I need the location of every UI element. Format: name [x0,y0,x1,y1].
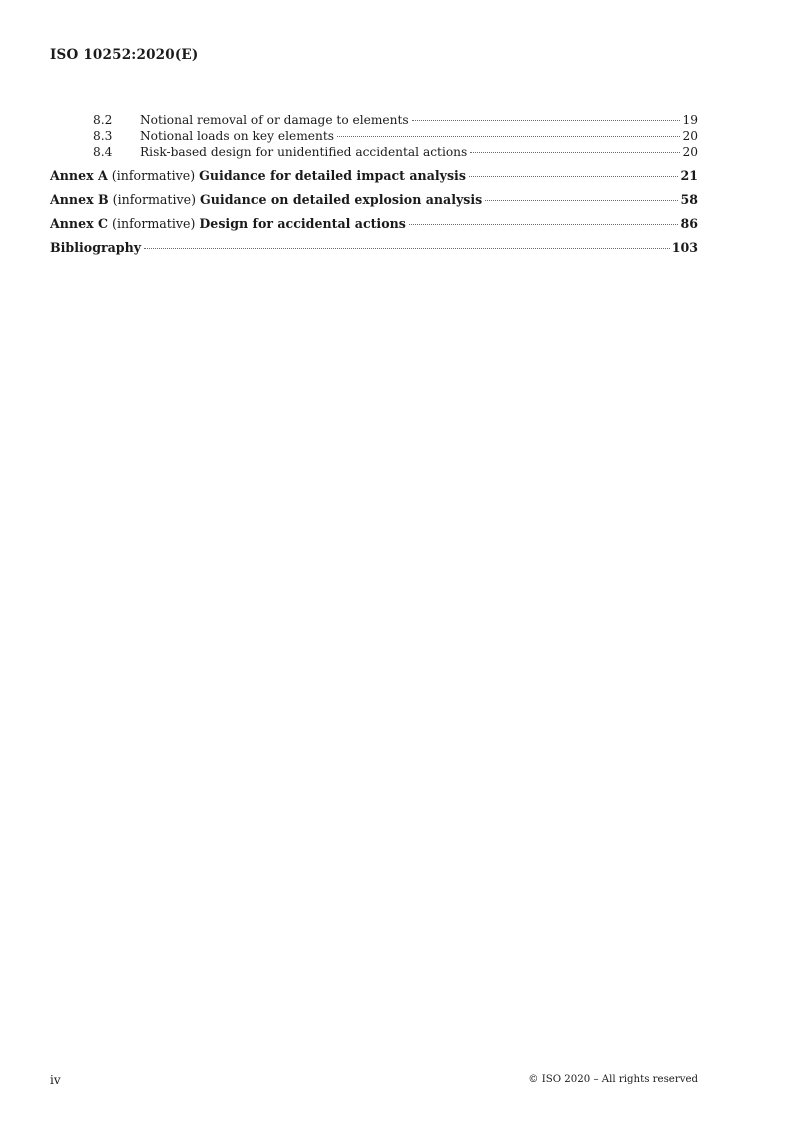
dot-leader [412,120,681,121]
annex-label: Annex B [50,192,109,207]
toc-entry-8-4[interactable] [50,144,698,160]
dot-leader [469,176,679,177]
dot-leader [470,152,680,153]
annex-qualifier: (informative) [112,216,196,231]
annex-label: Annex A [50,168,108,183]
toc-entry-page: 86 [680,216,698,231]
toc-entry-page: 20 [682,129,698,143]
dot-leader [485,200,678,201]
annex-title: Design for accidental actions [199,216,406,231]
bibliography-title: Bibliography [50,240,142,255]
dot-leader [337,136,681,137]
toc-entry-annex-b[interactable] [50,188,698,212]
page-number: iv [50,1073,61,1087]
toc-entry-number: 8.3 [93,129,113,143]
annex-qualifier: (informative) [112,192,196,207]
toc-entry-page: 20 [682,145,698,159]
table-of-contents [50,112,698,260]
dot-leader [409,224,679,225]
document-header: ISO 10252:2020(E) [50,47,199,63]
toc-entry-page: 58 [680,192,698,207]
annex-title: Guidance on detailed explosion analysis [200,192,483,207]
toc-entry-annex-c[interactable] [50,212,698,236]
toc-entry-8-2[interactable] [50,112,698,128]
toc-entry-title: Risk-based design for unidentified accidental actions [140,145,468,159]
toc-entry-annex-a[interactable] [50,164,698,188]
toc-entry-8-3[interactable] [50,128,698,144]
toc-entry-title: Notional loads on key elements [140,129,334,143]
dot-leader [144,248,670,249]
toc-entry-title: Notional removal of or damage to elements [140,113,409,127]
copyright-notice: © ISO 2020 – All rights reserved [528,1074,698,1085]
annex-title: Guidance for detailed impact analysis [199,168,466,183]
annex-label: Annex C [50,216,109,231]
toc-entry-page: 19 [682,113,698,127]
annex-qualifier: (informative) [111,168,196,183]
toc-entry-bibliography[interactable] [50,236,698,260]
toc-entry-number: 8.2 [93,113,113,127]
toc-entry-page: 103 [671,240,698,255]
toc-entry-number: 8.4 [93,145,113,159]
toc-entry-page: 21 [680,168,698,183]
